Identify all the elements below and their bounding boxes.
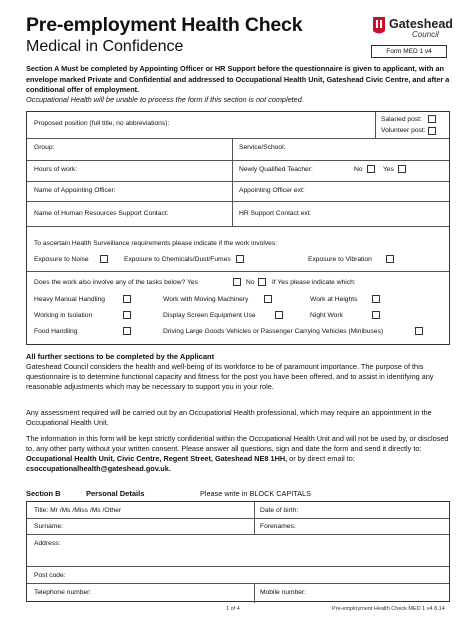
section-a-note: Occupational Health will be unable to process the form if this section is not completed. xyxy=(26,95,304,104)
section-b-form xyxy=(26,501,450,602)
address-label: Address: xyxy=(34,540,61,547)
telephone-label: Telephone number: xyxy=(34,589,92,596)
volunteer-post-label: Volunteer post: xyxy=(381,127,426,134)
hr-contact-label: Name of Human Resources Support Contact: xyxy=(34,210,169,217)
task-driving-label: Driving Large Goods Vehicles or Passenger Carrying Vehicles (Minibuses) xyxy=(163,328,384,335)
section-a-form xyxy=(26,111,450,345)
logo-sub: Council xyxy=(412,30,439,39)
forenames-label: Forenames: xyxy=(260,523,296,530)
page-number: 1 of 4 xyxy=(226,606,240,612)
footer-doc-ref: Pre-employment Health Check MED 1 v4 8.14 xyxy=(332,606,445,612)
task-machinery-label: Work with Moving Machinery xyxy=(163,296,249,303)
task-dse-checkbox[interactable] xyxy=(275,311,283,319)
nqt-no-checkbox[interactable] xyxy=(367,165,375,173)
task-night-checkbox[interactable] xyxy=(372,311,380,319)
proposed-position-label: Proposed position (full title, no abbreviations): xyxy=(34,120,170,127)
nqt-yes-label: Yes xyxy=(383,166,394,173)
volunteer-post-checkbox[interactable] xyxy=(428,127,436,135)
exposure-noise-checkbox[interactable] xyxy=(100,255,108,263)
task-heights-checkbox[interactable] xyxy=(372,295,380,303)
task-food-checkbox[interactable] xyxy=(123,327,131,335)
tasks-if-yes-label: If Yes please indicate which: xyxy=(272,279,356,286)
surveillance-label: To ascertain Health Surveillance requirements please indicate if the work involves: xyxy=(34,240,278,247)
task-isolation-checkbox[interactable] xyxy=(123,311,131,319)
exposure-vibration-checkbox[interactable] xyxy=(386,255,394,263)
hours-of-work-label: Hours of work: xyxy=(34,166,78,173)
applicant-para-1: Gateshead Council considers the health and well-being of its workforce to be of paramount importance. The purpose of this questionnaire is to determine functional capacity and fitness for the post you have been offered, and to assist in identifying any reasonable adjustments which may be necessary to support you in your role. xyxy=(26,362,434,391)
title-field-label: Title: Mr /Ms /Miss /Ms /Other xyxy=(34,507,122,514)
task-heights-label: Work at Heights xyxy=(310,296,358,303)
dob-label: Date of birth: xyxy=(260,507,299,514)
page-subtitle: Medical in Confidence xyxy=(26,38,184,55)
ohu-address: Occupational Health Unit, Civic Centre, Regent Street, Gateshead NE8 1HH, xyxy=(26,454,288,463)
applicant-heading: All further sections to be completed by the Applicant xyxy=(26,352,215,361)
tasks-no-checkbox[interactable] xyxy=(258,278,266,286)
hr-contact-ext-label: HR Support Contact ext: xyxy=(239,210,312,217)
nqt-yes-checkbox[interactable] xyxy=(398,165,406,173)
task-heavy-label: Heavy Manual Handling xyxy=(34,296,106,303)
salaried-post-label: Salaried post: xyxy=(381,116,422,123)
tasks-no-label: No xyxy=(246,279,255,286)
salaried-post-checkbox[interactable] xyxy=(428,115,436,123)
page-title: Pre-employment Health Check xyxy=(26,14,303,36)
applicant-para-3-mid: or by direct email to: xyxy=(287,454,355,463)
applicant-para-2: Any assessment required will be carried out by an Occupational Health professional, which may require an appointment in the Occupational Health Unit. xyxy=(26,408,432,427)
group-label: Group: xyxy=(34,144,55,151)
exposure-chemicals-checkbox[interactable] xyxy=(236,255,244,263)
applicant-para-3 xyxy=(26,434,450,474)
newly-qualified-label: Newly Qualified Teacher: xyxy=(239,166,313,173)
nqt-no-label: No xyxy=(354,166,363,173)
task-isolation-label: Working in Isolation xyxy=(34,312,93,319)
exposure-noise-label: Exposure to Noise xyxy=(34,256,89,263)
task-dse-label: Display Screen Equipment Use xyxy=(163,312,256,319)
task-driving-checkbox[interactable] xyxy=(415,327,423,335)
appointing-officer-ext-label: Appointing Officer ext: xyxy=(239,187,305,194)
exposure-chemicals-label: Exposure to Chemicals/Dust/Fumes xyxy=(124,256,231,263)
ohu-email-link[interactable]: csoccupationalhealth@gateshead.gov.uk. xyxy=(26,464,171,473)
task-food-label: Food Handling xyxy=(34,328,78,335)
section-b-title: Personal Details xyxy=(86,489,145,498)
task-heavy-checkbox[interactable] xyxy=(123,295,131,303)
section-b-label: Section B xyxy=(26,489,61,498)
exposure-vibration-label: Exposure to Vibration xyxy=(308,256,372,263)
surname-label: Surname: xyxy=(34,523,63,530)
service-school-label: Service/School: xyxy=(239,144,286,151)
section-b-instruction: Please write in BLOCK CAPITALS xyxy=(200,489,311,498)
section-a-heading: Section A Must be completed by Appointing Officer or HR Support before the questionnaire is given to applicant, with an envelope marked Private and Confidential and addressed to Occupational Health Unit, Gateshead Civic Centre, and after a conditional offer of employment. xyxy=(26,64,450,94)
tasks-question-label: Does the work also involve any of the tasks below? Yes xyxy=(34,279,198,286)
form-code: Form MED 1 v4 xyxy=(371,45,447,58)
applicant-para-3-text: The information in this form will be kept strictly confidential within the Occupational Health Unit and will not be used by, or disclosed to, any other party without your written consent. Please answer all questions, sign and date the form and send it directly to: xyxy=(26,434,449,453)
task-machinery-checkbox[interactable] xyxy=(264,295,272,303)
tasks-yes-checkbox[interactable] xyxy=(233,278,241,286)
mobile-label: Mobile number: xyxy=(260,589,307,596)
logo-name: Gateshead xyxy=(389,17,453,31)
appointing-officer-label: Name of Appointing Officer: xyxy=(34,187,116,194)
postcode-label: Post code: xyxy=(34,572,66,579)
task-night-label: Night Work xyxy=(310,312,343,319)
